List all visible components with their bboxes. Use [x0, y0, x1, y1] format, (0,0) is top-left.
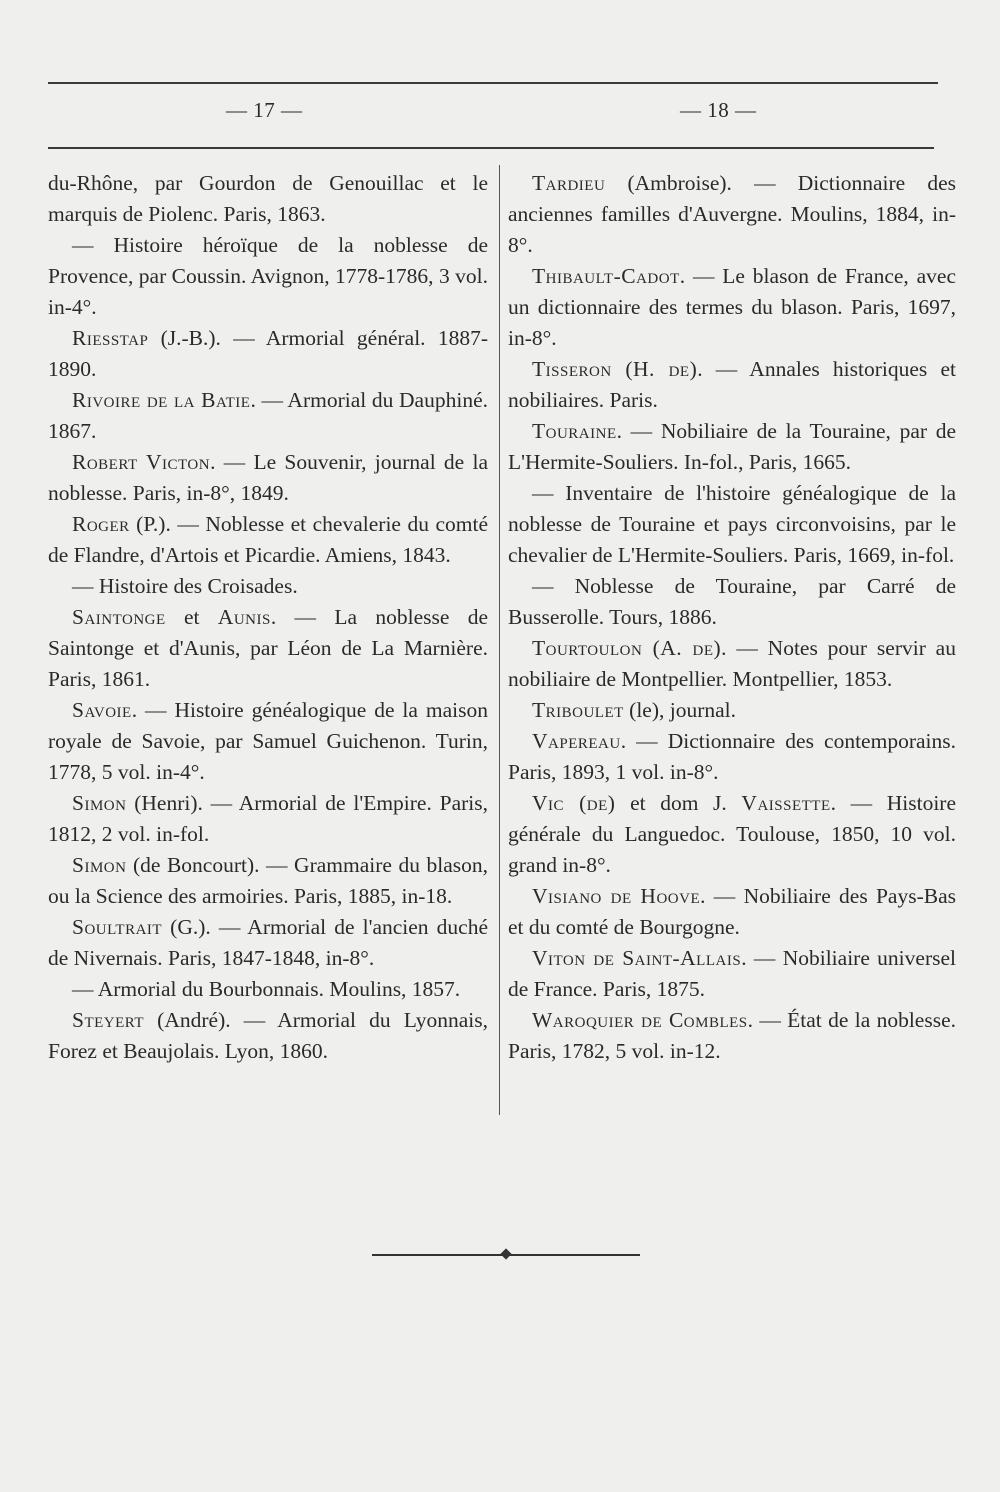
entry-text: . — Dictionnaire des contemporains. Paris, 1893, 1 vol. in-8°.: [508, 729, 956, 784]
entry-text: et: [165, 605, 218, 629]
bibliography-entry: [48, 602, 488, 695]
left-column: [48, 168, 488, 1067]
entry-name: Roger: [72, 512, 130, 536]
bibliography-entry: [508, 571, 956, 633]
entry-name: Visiano de Hoove: [532, 884, 701, 908]
bibliography-entry: [48, 571, 488, 602]
bibliography-entry: [48, 447, 488, 509]
bibliography-entry: [508, 695, 956, 726]
entry-text: (André). — Armorial du Lyonnais, Forez et Beaujolais. Lyon, 1860.: [48, 1008, 488, 1063]
bibliography-entry: [48, 168, 488, 230]
entry-name: Thibault-Cadot: [532, 264, 680, 288]
entry-text: . — Histoire générale du Languedoc. Toulouse, 1850, 10 vol. grand in-8°.: [508, 791, 956, 877]
page-number-right: — 18 —: [680, 98, 757, 122]
entry-name: Tardieu: [532, 171, 606, 195]
bibliography-entry: [508, 1005, 956, 1067]
entry-text: . — Nobiliaire universel de France. Paris, 1875.: [508, 946, 956, 1001]
entry-text: (J.-B.). — Armorial général. 1887-1890.: [48, 326, 488, 381]
entry-text: . — Annales historiques et nobiliaires. Paris.: [508, 357, 956, 412]
entry-name: Tisseron (H. de): [532, 357, 698, 381]
entry-text: — Histoire des Croisades.: [72, 574, 298, 598]
entry-name: Simon: [72, 791, 127, 815]
entry-name: Saintonge: [72, 605, 166, 629]
entry-name: Steyert: [72, 1008, 145, 1032]
header-rule: [48, 147, 934, 149]
bibliography-entry: [508, 881, 956, 943]
entry-name: Touraine: [532, 419, 617, 443]
entry-name: Tourtoulon (A. de): [532, 636, 722, 660]
entry-text: (le), journal.: [623, 698, 737, 722]
entry-text: . — Le blason de France, avec un dictionnaire des termes du blason. Paris, 1697, in-8°.: [508, 264, 956, 350]
entry-name: Triboulet: [532, 698, 624, 722]
bibliography-entry: [48, 695, 488, 788]
bibliography-entry: [508, 168, 956, 261]
bibliography-entry: [508, 943, 956, 1005]
entry-text: (de Boncourt). — Grammaire du blason, ou la Science des armoiries. Paris, 1885, in-18.: [48, 853, 488, 908]
entry-text: . — Armorial du Dauphiné. 1867.: [48, 388, 488, 443]
entry-name: Simon: [72, 853, 127, 877]
entry-name: Viton de Saint-Allais: [532, 946, 742, 970]
entry-text: — Armorial du Bourbonnais. Moulins, 1857.: [72, 977, 461, 1001]
bibliography-entry: [508, 478, 956, 571]
entry-name: Waroquier de Combles: [532, 1008, 748, 1032]
entry-name: Soultrait: [72, 915, 163, 939]
entry-text: (Ambroise). — Dictionnaire des anciennes familles d'Auvergne. Moulins, 1884, in-8°.: [508, 171, 956, 257]
entry-text: (P.). — Noblesse et chevalerie du comté de Flandre, d'Artois et Picardie. Amiens, 1843.: [48, 512, 488, 567]
entry-name: Aunis: [217, 605, 271, 629]
bibliography-entry: [48, 385, 488, 447]
bibliography-entry: [508, 261, 956, 354]
bibliography-entry: [48, 850, 488, 912]
bibliography-entry: [48, 230, 488, 323]
page-number-left: — 17 —: [226, 98, 303, 122]
entry-name: Vic (de): [532, 791, 616, 815]
end-ornament: [372, 1249, 640, 1261]
entry-text: — Noblesse de Touraine, par Carré de Busserolle. Tours, 1886.: [508, 574, 956, 629]
entry-text: et dom J.: [615, 791, 742, 815]
entry-name: Riesstap: [72, 326, 149, 350]
bibliography-entry: [508, 354, 956, 416]
bibliography-entry: [508, 726, 956, 788]
bibliography-entry: [508, 788, 956, 881]
top-rule: [48, 82, 938, 84]
bibliography-entry: [48, 1005, 488, 1067]
bibliography-entry: [508, 416, 956, 478]
entry-name: Vapereau: [532, 729, 621, 753]
entry-text: . — Histoire généalogique de la maison royale de Savoie, par Samuel Guichenon. Turin, 1778, 5 vol. in-4°.: [48, 698, 488, 784]
bibliography-entry: [48, 788, 488, 850]
bibliography-entry: [508, 633, 956, 695]
entry-text: (G.). — Armorial de l'ancien duché de Nivernais. Paris, 1847-1848, in-8°.: [48, 915, 488, 970]
bibliography-entry: [48, 974, 488, 1005]
right-column: [508, 168, 956, 1067]
bibliography-entry: [48, 323, 488, 385]
entry-text: . — La noblesse de Saintonge et d'Aunis, par Léon de La Marnière. Paris, 1861.: [48, 605, 488, 691]
entry-text: — Histoire héroïque de la noblesse de Provence, par Coussin. Avignon, 1778-1786, 3 vol. in-4°.: [48, 233, 488, 319]
entry-name: Savoie: [72, 698, 132, 722]
entry-text: . — Notes pour servir au nobiliaire de Montpellier. Montpellier, 1853.: [508, 636, 956, 691]
entry-text: . — Le Souvenir, journal de la noblesse. Paris, in-8°, 1849.: [48, 450, 488, 505]
entry-text: . — État de la noblesse. Paris, 1782, 5 vol. in-12.: [508, 1008, 956, 1063]
entry-text: . — Nobiliaire des Pays-Bas et du comté de Bourgogne.: [508, 884, 956, 939]
entry-name: Vaissette: [741, 791, 831, 815]
entry-text: . — Nobiliaire de la Touraine, par de L'Hermite-Souliers. In-fol., Paris, 1665.: [508, 419, 956, 474]
ornament-line-left: [372, 1254, 504, 1256]
entry-text: du-Rhône, par Gourdon de Genouillac et le marquis de Piolenc. Paris, 1863.: [48, 171, 488, 226]
bibliography-entry: [48, 509, 488, 571]
entry-name: Robert Victon: [72, 450, 211, 474]
entry-name: Rivoire de la Batie: [72, 388, 251, 412]
column-divider: [499, 165, 500, 1115]
ornament-line-right: [508, 1254, 640, 1256]
entry-text: (Henri). — Armorial de l'Empire. Paris, 1812, 2 vol. in-fol.: [48, 791, 488, 846]
bibliography-entry: [48, 912, 488, 974]
entry-text: — Inventaire de l'histoire généalogique de la noblesse de Touraine et pays circonvoisins, par le chevalier de L'Hermite-Souliers. Paris, 1669, in-fol.: [508, 481, 956, 567]
